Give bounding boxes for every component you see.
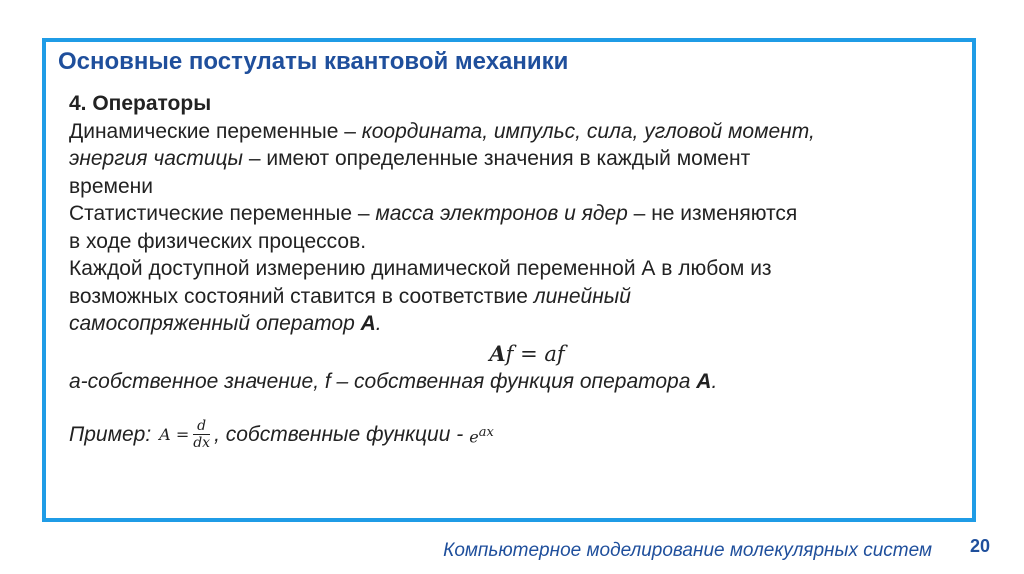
fraction-denominator: dx: [193, 435, 211, 451]
static-variables-line-2: в ходе физических процессов.: [69, 229, 367, 253]
text-run: Статистические переменные –: [69, 202, 376, 225]
italic-run: координата, импульс, сила, угловой момент,: [361, 119, 815, 143]
eigen-equation: [69, 340, 959, 369]
dynamic-variables-line-1: [69, 118, 959, 146]
operator-postulate-line-2: [69, 283, 959, 311]
example-label: Пример:: [69, 422, 152, 446]
operator-postulate-line-1: Каждой доступной измерению динамической переменной А в любом из: [69, 257, 772, 280]
equation-rest: f = af: [505, 342, 565, 366]
example-text: , собственные функции -: [214, 422, 464, 446]
static-variables-line-1: [69, 200, 959, 228]
text-run: возможных состояний ставится в соответствие: [69, 284, 534, 308]
dynamic-variables-line-3: времени: [69, 174, 153, 198]
eigen-definition: [69, 368, 717, 396]
example-lhs: A =: [159, 424, 190, 444]
example-line: [69, 418, 494, 451]
slide-body: [69, 90, 959, 451]
text-run: – не изменяются: [627, 202, 798, 225]
section-heading: 4. Операторы: [69, 92, 212, 115]
text-run: .: [711, 370, 718, 393]
bold-operator: A: [696, 370, 712, 393]
exp-power: ax: [478, 424, 494, 440]
italic-run: энергия частицы: [69, 147, 244, 170]
exp-base: e: [469, 426, 479, 446]
italic-run: масса электронов и ядер: [375, 202, 628, 225]
text-run: Динамические переменные –: [69, 119, 362, 143]
text-run: .: [375, 312, 382, 335]
equation-operator: A: [489, 341, 506, 366]
slide-footer: Компьютерное моделирование молекулярных систем: [443, 540, 932, 561]
derivative-fraction: [193, 418, 210, 451]
page-number: 20: [970, 536, 991, 556]
dynamic-variables-line-2: [69, 145, 959, 173]
italic-run: а-собственное значение, f – собственная функция оператора: [69, 370, 697, 393]
eigenfunction-exp: [469, 419, 494, 451]
text-run: – имеют определенные значения в каждый момент: [243, 147, 751, 170]
bold-operator: A: [360, 312, 376, 335]
operator-postulate-line-3: [69, 310, 959, 338]
slide-title: Основные постулаты квантовой механики: [58, 48, 569, 75]
italic-run: самосопряженный оператор: [69, 312, 361, 335]
fraction-numerator: d: [197, 418, 207, 434]
italic-run: линейный: [533, 284, 631, 308]
